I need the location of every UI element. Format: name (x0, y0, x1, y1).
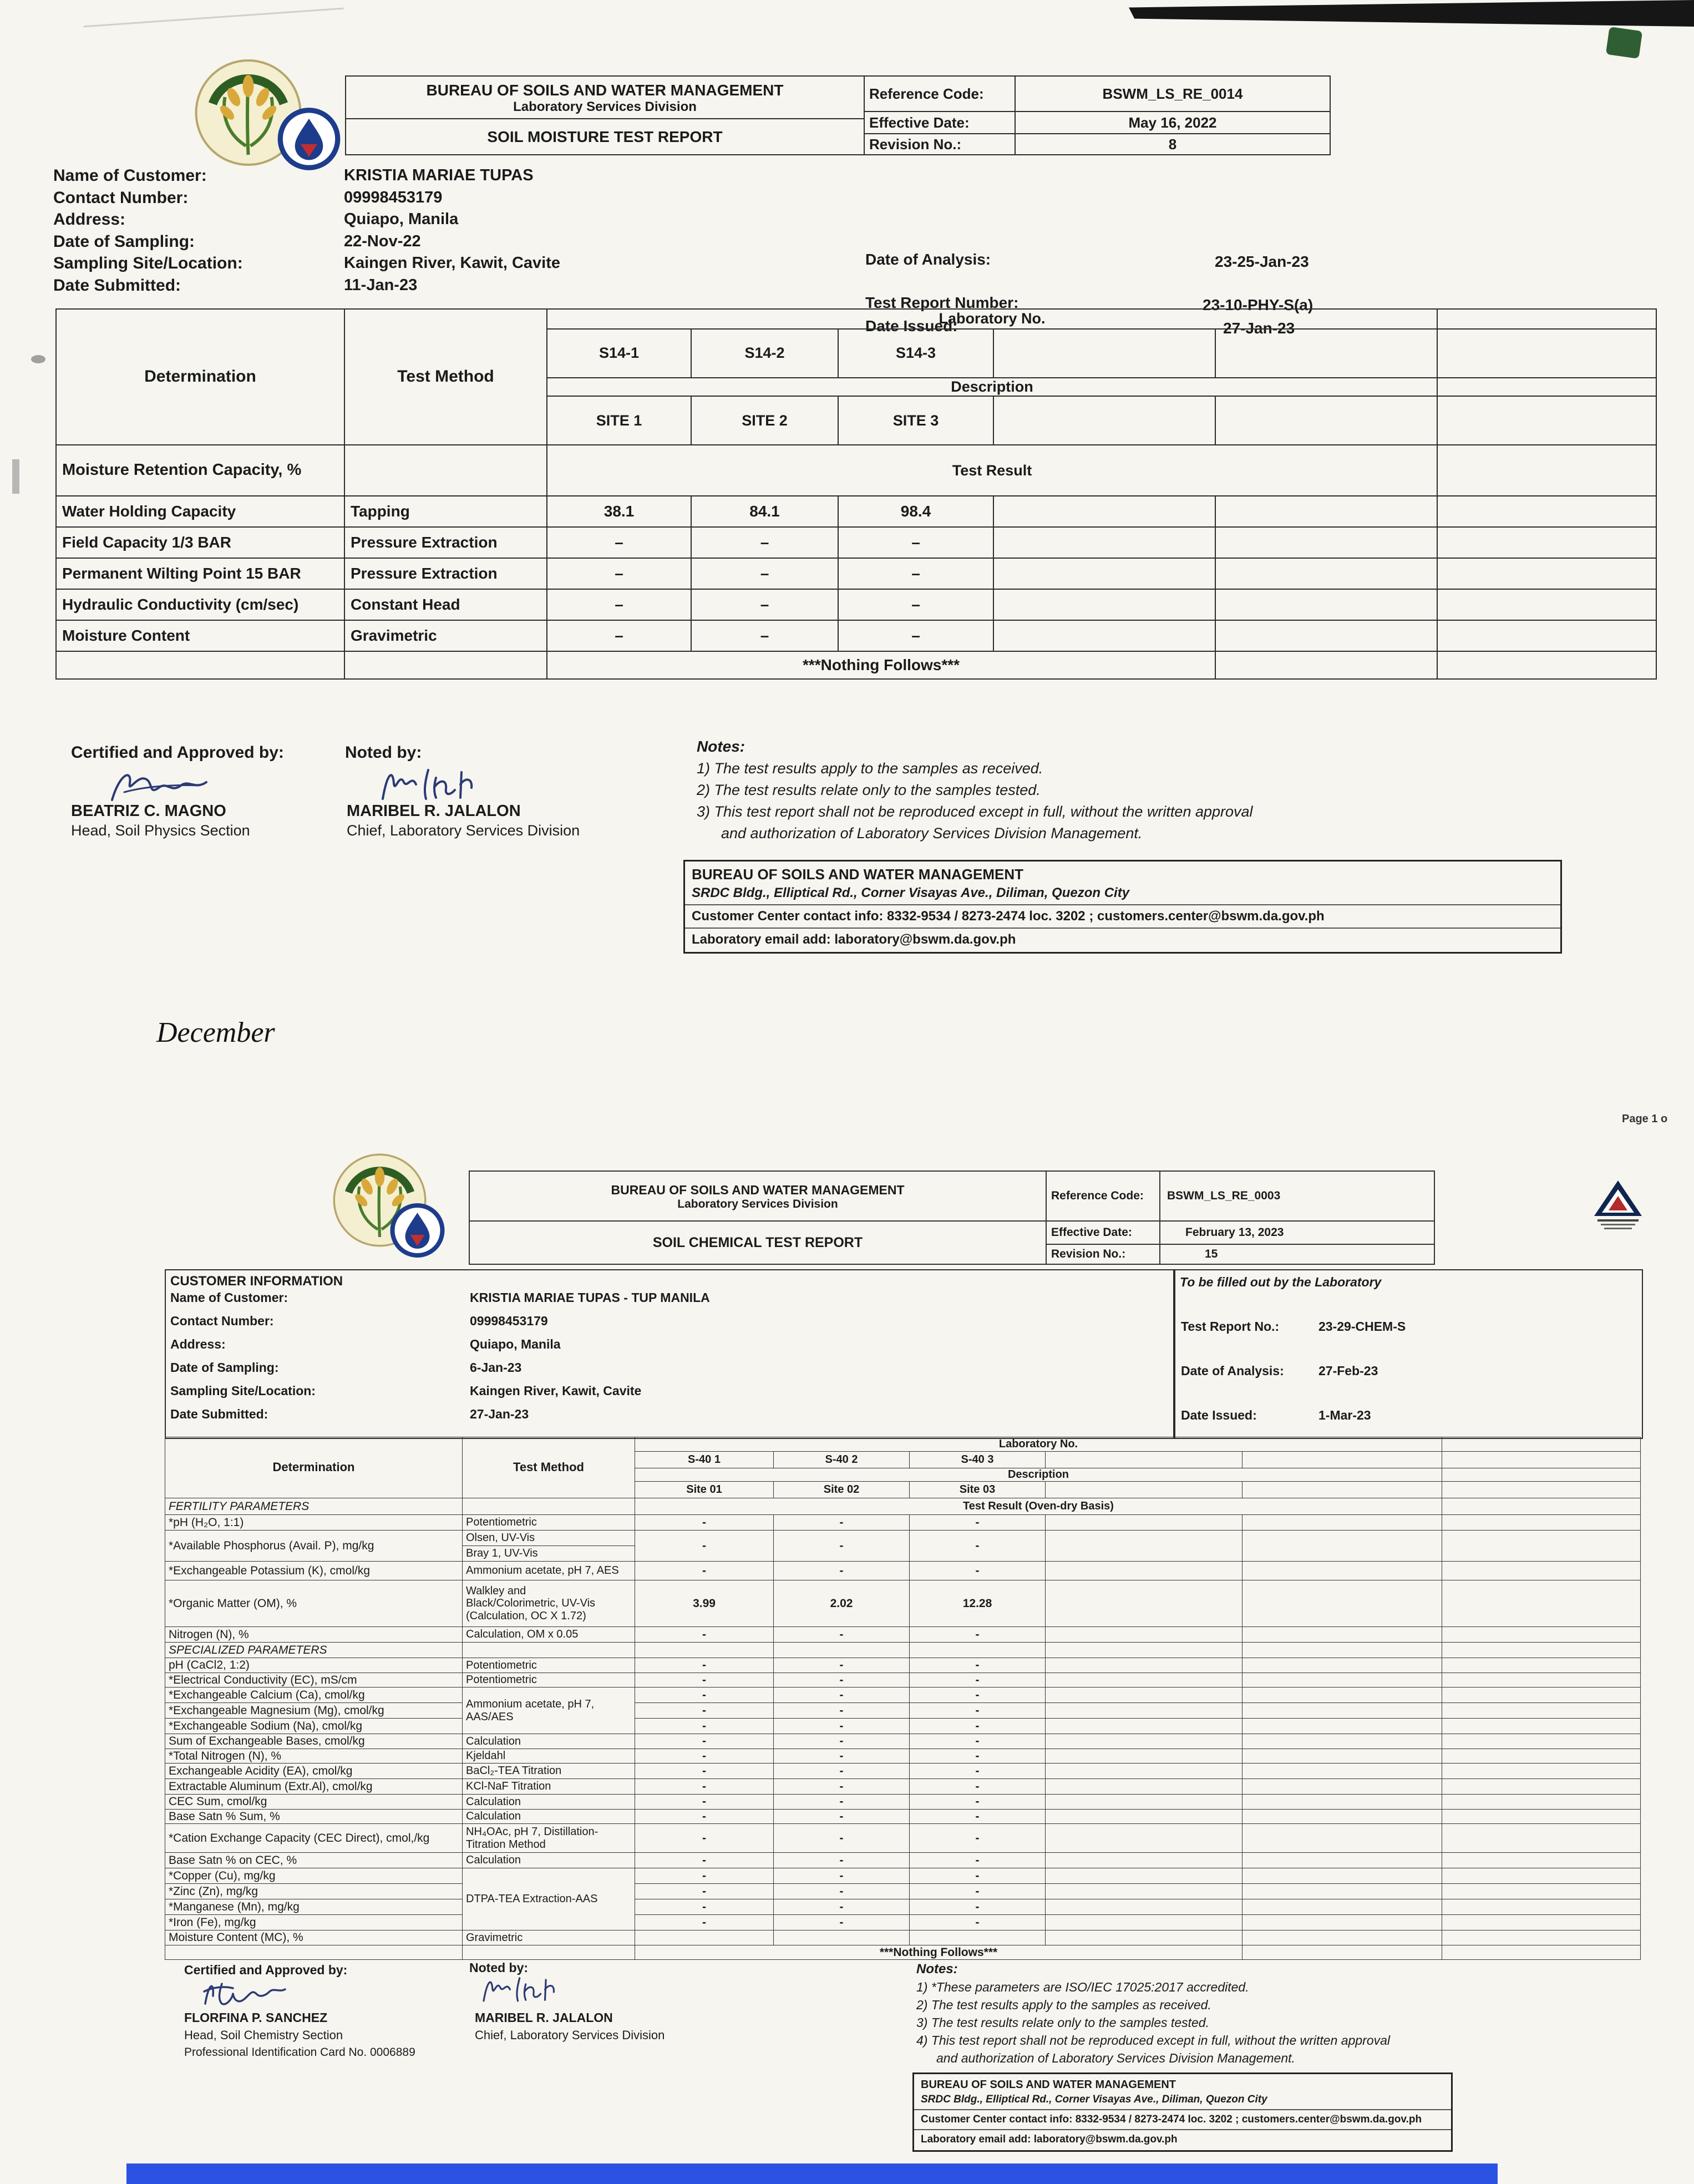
customer-row (53, 276, 841, 298)
date-issued-value: 27-Jan-23 (1223, 320, 1295, 337)
lab-no: S14-2 (691, 329, 838, 378)
certified-by-name: BEATRIZ C. MAGNO (71, 802, 226, 820)
table-row: *Zinc (Zn), mg/kg - - - (165, 1884, 1641, 1899)
field-label: Contact Number: (53, 188, 189, 207)
doc2-footer-box (912, 2072, 1453, 2152)
scan-artifact-speck (31, 355, 45, 363)
table-row: Hydraulic Conductivity (cm/sec) Constant Head – – – (56, 589, 1656, 620)
field-value: 1-Mar-23 (1318, 1408, 1371, 1422)
doc1-division: Laboratory Services Division (513, 99, 697, 114)
site-label: SITE 1 (547, 396, 691, 445)
table-row: *Exchangeable Magnesium (Mg), cmol/kg - - - (165, 1703, 1641, 1719)
field-value: Quiapo, Manila (344, 210, 459, 228)
table-row: Bray 1, UV-Vis (165, 1546, 1641, 1562)
doc1-reference-code-label: Reference Code: (864, 76, 1015, 112)
note-item: 2) The test results apply to the samples as received. (916, 1998, 1211, 2012)
nothing-follows: ***Nothing Follows*** (635, 1945, 1242, 1960)
doc2-effective-date-label: Effective Date: (1046, 1221, 1160, 1244)
bottom-blue-strip (126, 2163, 1498, 2184)
doc2-notes (916, 1962, 1390, 2066)
table-row: Sum of Exchangeable Bases, cmol/kg Calculation - - - (165, 1734, 1641, 1749)
customer-row (166, 1384, 1174, 1407)
section-header: Moisture Retention Capacity, % (56, 445, 344, 496)
noted-by-label: Noted by: (469, 1960, 529, 1975)
fertility-parameters-header: FERTILITY PARAMETERS (165, 1498, 463, 1515)
noted-by-title: Chief, Laboratory Services Division (347, 822, 580, 839)
site-label: SITE 2 (691, 396, 838, 445)
determination-header: Determination (56, 309, 344, 445)
table-row: *Available Phosphorus (Avail. P), mg/kg Olsen, UV-Vis - - - (165, 1531, 1641, 1546)
doc1-header-table (345, 75, 1331, 155)
field-value: Quiapo, Manila (470, 1337, 561, 1351)
customer-row (166, 1360, 1174, 1384)
bswm-logo-icon (388, 1203, 447, 1258)
customer-info-title: CUSTOMER INFORMATION (170, 1274, 343, 1289)
site-label: Site 02 (774, 1482, 910, 1498)
date-of-analysis-value: 23-25-Jan-23 (1215, 253, 1309, 270)
table-row: Extractable Aluminum (Extr.Al), cmol/kg KCl-NaF Titration - - - (165, 1779, 1641, 1795)
footer-contact: Customer Center contact info: 8332-9534 / 8273-2474 loc. 3202 ; customers.center@bswm.da.gov.ph (685, 904, 1560, 928)
field-label: Date of Sampling: (170, 1360, 279, 1375)
field-label: Date Submitted: (53, 276, 181, 295)
field-label: Address: (53, 210, 126, 229)
note-item: 3) This test report shall not be reproduced except in full, without the written approval (697, 803, 1253, 820)
doc1-revision: 8 (1015, 134, 1330, 155)
customer-row (53, 189, 841, 211)
date-of-analysis-label: Date of Analysis: (865, 251, 991, 268)
pab-accreditation-icon (1588, 1177, 1649, 1233)
note-item: 1) The test results apply to the samples as received. (697, 760, 1043, 777)
table-row (165, 1643, 1641, 1658)
doc2-effective-date: February 13, 2023 (1160, 1221, 1434, 1244)
field-label: Sampling Site/Location: (170, 1384, 316, 1398)
table-row: *Exchangeable Potassium (K), cmol/kg Ammonium acetate, pH 7, AES - - - (165, 1562, 1641, 1580)
test-result-header: Test Result (547, 445, 1437, 496)
description-header: Description (547, 378, 1437, 396)
lab-box-row (1181, 1319, 1406, 1334)
field-value: Kaingen River, Kawit, Cavite (470, 1384, 642, 1398)
december-caption: December (156, 1017, 275, 1048)
noted-by-label: Noted by: (345, 743, 422, 762)
table-row: Base Satn % on CEC, % Calculation - - - (165, 1853, 1641, 1868)
table-row: Water Holding Capacity Tapping 38.1 84.1 98.4 (56, 496, 1656, 527)
note-item: 1) *These parameters are ISO/IEC 17025:2017 accredited. (916, 1980, 1249, 1994)
scan-artifact-black-mark (1129, 0, 1694, 27)
table-row: *Copper (Cu), mg/kg DTPA-TEA Extraction-AAS - - - (165, 1868, 1641, 1884)
table-row: Permanent Wilting Point 15 BAR Pressure Extraction – – – (56, 558, 1656, 589)
lab-no: S-40 2 (774, 1452, 910, 1468)
certified-by-label: Certified and Approved by: (71, 743, 284, 762)
footer-address: SRDC Bldg., Elliptical Rd., Corner Visayas Ave., Diliman, Quezon City (692, 885, 1130, 900)
specialized-parameters-header: SPECIALIZED PARAMETERS (165, 1643, 463, 1658)
field-value: 22-Nov-22 (344, 232, 421, 250)
doc1-report-title: SOIL MOISTURE TEST REPORT (346, 118, 864, 153)
note-item: and authorization of Laboratory Services Division Management. (936, 2051, 1295, 2065)
footer-address: SRDC Bldg., Elliptical Rd., Corner Visayas Ave., Diliman, Quezon City (921, 2094, 1267, 2105)
note-item: and authorization of Laboratory Services Division Management. (721, 825, 1143, 842)
field-value: KRISTIA MARIAE TUPAS (344, 166, 534, 184)
lab-no: S-40 3 (910, 1452, 1046, 1468)
field-label: Date of Sampling: (53, 232, 195, 251)
note-item: 2) The test results relate only to the samples tested. (697, 782, 1041, 798)
table-row (165, 1945, 1641, 1960)
doc2-org-name: BUREAU OF SOILS AND WATER MANAGEMENT (611, 1182, 905, 1197)
field-value: 09998453179 (344, 188, 443, 206)
customer-row (53, 166, 841, 189)
lab-no: S-40 1 (635, 1452, 774, 1468)
field-value: Kaingen River, Kawit, Cavite (344, 254, 561, 272)
field-label: Name of Customer: (170, 1290, 288, 1305)
table-row: Nitrogen (N), % Calculation, OM x 0.05 - - - (165, 1627, 1641, 1643)
field-value: KRISTIA MARIAE TUPAS - TUP MANILA (470, 1290, 710, 1305)
table-row (165, 1498, 1641, 1515)
doc1-revision-label: Revision No.: (864, 134, 1015, 155)
lab-no: S14-3 (838, 329, 993, 378)
site-label: SITE 3 (838, 396, 993, 445)
doc2-reference-code-label: Reference Code: (1046, 1171, 1160, 1221)
footer-org: BUREAU OF SOILS AND WATER MANAGEMENT (692, 866, 1023, 883)
field-value: 23-29-CHEM-S (1318, 1319, 1406, 1334)
doc2-reference-code: BSWM_LS_RE_0003 (1160, 1171, 1434, 1221)
customer-row (166, 1314, 1174, 1337)
field-label: Date of Analysis: (1181, 1364, 1284, 1378)
table-row: *Total Nitrogen (N), % Kjeldahl - - - (165, 1749, 1641, 1764)
note-item: 3) The test results relate only to the samples tested. (916, 2015, 1209, 2030)
doc1-header (345, 75, 1331, 155)
field-label: Sampling Site/Location: (53, 254, 243, 272)
table-row (165, 1437, 1641, 1452)
field-label: Contact Number: (170, 1314, 274, 1328)
doc1-customer-info (53, 166, 841, 298)
customer-row (166, 1407, 1174, 1430)
table-row (56, 445, 1656, 496)
doc2-revision-label: Revision No.: (1046, 1244, 1160, 1264)
customer-row (166, 1290, 1174, 1314)
footer-email: Laboratory email add: laboratory@bswm.da.gov.ph (685, 928, 1560, 952)
test-report-number-label: Test Report Number: (865, 294, 1019, 311)
notes-title: Notes: (697, 738, 745, 755)
doc1-notes (697, 738, 1253, 842)
description-header: Description (635, 1468, 1442, 1482)
certified-by-title: Head, Soil Chemistry Section (184, 2028, 343, 2042)
certified-by-label: Certified and Approved by: (184, 1963, 348, 1977)
site-label: Site 03 (910, 1482, 1046, 1498)
table-row: Moisture Content Gravimetric – – – (56, 620, 1656, 651)
noted-by-title: Chief, Laboratory Services Division (475, 2028, 665, 2042)
lab-box-row (1181, 1364, 1378, 1379)
table-row (56, 651, 1656, 679)
table-row: CEC Sum, cmol/kg Calculation - - - (165, 1795, 1641, 1810)
doc2-customer-info-box (165, 1269, 1175, 1439)
table-row: pH (CaCl2, 1:2) Potentiometric - - - (165, 1658, 1641, 1673)
footer-email: Laboratory email add: laboratory@bswm.da.gov.ph (914, 2129, 1451, 2150)
noted-by-name: MARIBEL R. JALALON (475, 2010, 613, 2025)
table-row: Exchangeable Acidity (EA), cmol/kg BaCl₂-TEA Titration - - - (165, 1764, 1641, 1779)
lab-no: S14-1 (547, 329, 691, 378)
doc1-effective-date-label: Effective Date: (864, 112, 1015, 134)
field-label: Address: (170, 1337, 226, 1351)
table-row: *Manganese (Mn), mg/kg - - - (165, 1899, 1641, 1915)
doc2-results-table (165, 1437, 1641, 1960)
notes-title: Notes: (916, 1962, 958, 1977)
doc1-reference-code: BSWM_LS_RE_0014 (1015, 76, 1330, 112)
certified-by-name: FLORFINA P. SANCHEZ (184, 2010, 328, 2025)
field-label: Date Submitted: (170, 1407, 268, 1421)
doc1-footer-box (683, 860, 1562, 954)
test-method-header: Test Method (463, 1437, 635, 1498)
doc2-report-title: SOIL CHEMICAL TEST REPORT (469, 1221, 1046, 1264)
field-label: Test Report No.: (1181, 1319, 1280, 1334)
table-row (56, 309, 1656, 329)
site-label: Site 01 (635, 1482, 774, 1498)
bswm-logo-icon (276, 107, 342, 171)
nothing-follows: ***Nothing Follows*** (547, 651, 1215, 679)
table-row: Field Capacity 1/3 BAR Pressure Extraction – – – (56, 527, 1656, 558)
footer-contact: Customer Center contact info: 8332-9534 / 8273-2474 loc. 3202 ; customers.center@bswm.da.gov.ph (914, 2109, 1451, 2129)
test-method-header: Test Method (344, 309, 547, 445)
scan-artifact-green-mark (1606, 27, 1642, 59)
test-report-number-value: 23-10-PHY-S(a) (1203, 296, 1313, 313)
scan-artifact-paper-edge (83, 8, 343, 28)
table-row: *Cation Exchange Capacity (CEC Direct), cmol,/kg NH₄OAc, pH 7, Distillation- Titration Method - - - (165, 1824, 1641, 1853)
table-row: *Electrical Conductivity (EC), mS/cm Potentiometric - - - (165, 1673, 1641, 1688)
table-row: Base Satn % Sum, % Calculation - - - (165, 1809, 1641, 1824)
laboratory-no-header: Laboratory No. (547, 309, 1437, 329)
doc2-lab-box (1173, 1269, 1643, 1439)
customer-row (166, 1337, 1174, 1360)
doc2-header (469, 1170, 1435, 1265)
field-value: 27-Feb-23 (1318, 1364, 1378, 1378)
lab-box-title: To be filled out by the Laboratory (1180, 1275, 1382, 1289)
determination-header: Determination (165, 1437, 463, 1498)
customer-row (53, 232, 841, 255)
table-row: Moisture Content (MC), % Gravimetric (165, 1930, 1641, 1945)
doc2-header-table (469, 1170, 1435, 1265)
doc2-revision: 15 (1160, 1244, 1434, 1264)
noted-by-name: MARIBEL R. JALALON (347, 802, 521, 820)
doc1-effective-date: May 16, 2022 (1015, 112, 1330, 134)
field-label: Name of Customer: (53, 166, 207, 185)
doc1-results-table (55, 308, 1657, 680)
note-item: 4) This test report shall not be reproduced except in full, without the written approval (916, 2033, 1391, 2048)
table-row: *Organic Matter (OM), % Walkley and Black/Colorimetric, UV-Vis (Calculation, OC X 1.72) 3.99 2.02 12.28 (165, 1580, 1641, 1627)
page-number: Page 1 o (1622, 1113, 1668, 1125)
certified-by-title: Head, Soil Physics Section (71, 822, 250, 839)
test-result-header: Test Result (Oven-dry Basis) (635, 1498, 1442, 1515)
table-row: *Exchangeable Sodium (Na), cmol/kg - - - (165, 1719, 1641, 1734)
field-label: Date Issued: (1181, 1408, 1257, 1422)
customer-row (53, 210, 841, 232)
lab-box-row (1181, 1408, 1371, 1423)
doc2-division: Laboratory Services Division (677, 1197, 838, 1210)
field-value: 09998453179 (470, 1314, 548, 1328)
table-row: *pH (H₂O, 1:1) Potentiometric - - - (165, 1515, 1641, 1531)
table-row: *Iron (Fe), mg/kg - - - (165, 1915, 1641, 1930)
signature-maribel-jalalon (478, 1969, 572, 2014)
footer-org: BUREAU OF SOILS AND WATER MANAGEMENT (921, 2079, 1176, 2091)
doc1-org-name: BUREAU OF SOILS AND WATER MANAGEMENT (426, 81, 784, 99)
certified-by-id: Professional Identification Card No. 0006889 (184, 2046, 415, 2059)
date-issued-label: Date Issued: (865, 317, 958, 335)
field-value: 11-Jan-23 (344, 276, 418, 294)
scan-artifact-speck (12, 459, 19, 494)
table-row: *Exchangeable Calcium (Ca), cmol/kg Ammonium acetate, pH 7, AAS/AES - - - (165, 1688, 1641, 1703)
laboratory-no-header: Laboratory No. (635, 1437, 1442, 1452)
customer-row (53, 254, 841, 276)
field-value: 27-Jan-23 (470, 1407, 529, 1421)
field-value: 6-Jan-23 (470, 1360, 522, 1375)
